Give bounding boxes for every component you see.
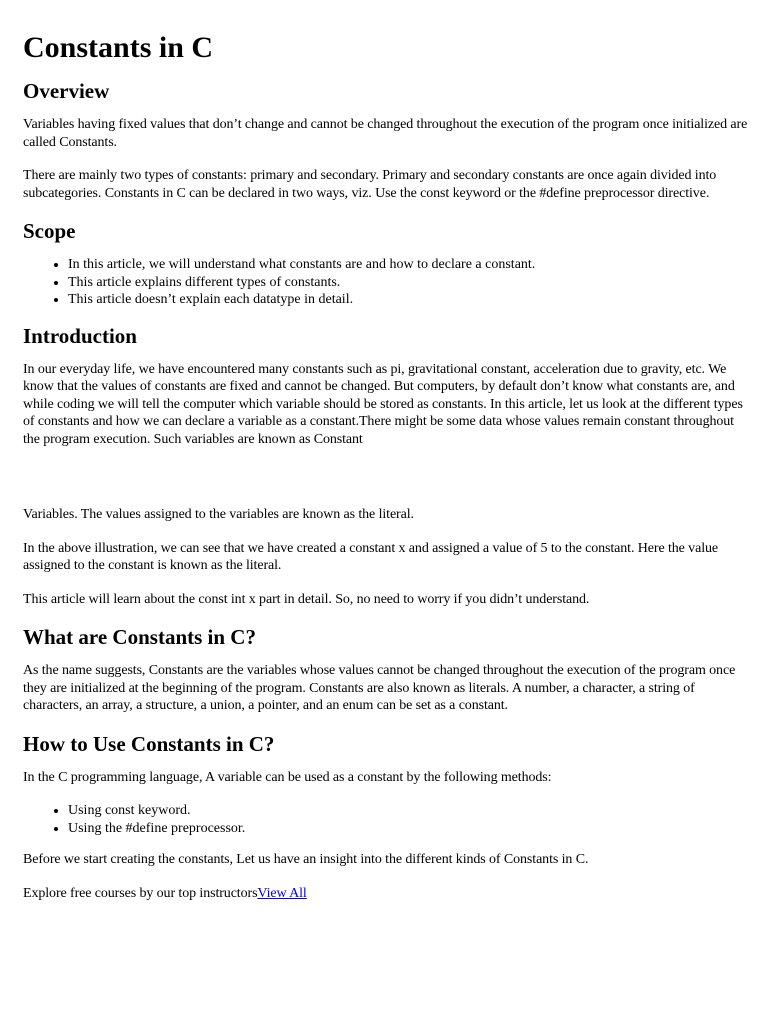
explore-courses-line <box>23 885 752 903</box>
introduction-paragraph-4: This article will learn about the const int x part in detail. So, no need to worry if you didn’t understand. <box>23 591 590 607</box>
overview-paragraph-1: Variables having fixed values that don’t change and cannot be changed throughout the execution of the program once initialized are called Constants. <box>23 117 748 150</box>
page-title: Constants in C <box>23 31 214 64</box>
list-item: • Using const keyword. <box>68 802 752 820</box>
overview-heading: Overview <box>23 79 110 103</box>
what-are-constants-heading: What are Constants in C? <box>23 625 256 649</box>
how-to-use-heading: How to Use Constants in C? <box>23 731 275 756</box>
introduction-paragraph-2: Variables. The values assigned to the variables are known as the literal. <box>23 507 414 522</box>
methods-list <box>23 802 752 837</box>
introduction-heading: Introduction <box>23 323 137 348</box>
missing-illustration-space <box>23 464 752 506</box>
how-to-use-after: Before we start creating the constants, Let us have an insight into the different kinds of Constants in C. <box>23 852 589 867</box>
list-item: • In this article, we will understand what constants are and how to declare a constant. <box>68 256 752 274</box>
list-item: • Using the #define preprocessor. <box>68 820 752 838</box>
view-all-link[interactable]: View All <box>257 885 307 901</box>
introduction-paragraph-1: In our everyday life, we have encountered many constants such as pi, gravitational constant, acceleration due to gravity, etc. We know that the values of constants are fixed and cannot be changed. But computers, by default don’t know what constants are, and while coding we will tell the computer which variable should be stored as constants. In this article, let us look at the different types of constants and how we can declare a variable as a constant.There might be some data whose values remain constant throughout the program execution. Such variables are known as Constant <box>23 361 743 447</box>
what-are-constants-paragraph: As the name suggests, Constants are the variables whose values cannot be changed throughout the execution of the program once they are initialized at the beginning of the program. Constants are also known as literals. A number, a character, a string of characters, an array, a structure, a union, a pointer, and an enum can be set as a constant. <box>23 663 736 713</box>
list-item: • This article explains different types of constants. <box>68 274 752 292</box>
list-item: • This article doesn’t explain each datatype in detail. <box>68 291 752 309</box>
how-to-use-intro: In the C programming language, A variable can be used as a constant by the following methods: <box>23 769 552 785</box>
introduction-paragraph-3: In the above illustration, we can see that we have created a constant x and assigned a value of 5 to the constant. Here the value assigned to the constant is known as the literal. <box>23 540 718 573</box>
overview-paragraph-2: There are mainly two types of constants: primary and secondary. Primary and secondary constants are once again divided into subcategories. Constants in C can be declared in two ways, viz. Use the const keyword or the #define preprocessor directive. <box>23 168 717 201</box>
explore-courses-text: Explore free courses by our top instructors <box>23 885 258 901</box>
scope-list <box>23 256 752 309</box>
scope-heading: Scope <box>23 219 76 243</box>
